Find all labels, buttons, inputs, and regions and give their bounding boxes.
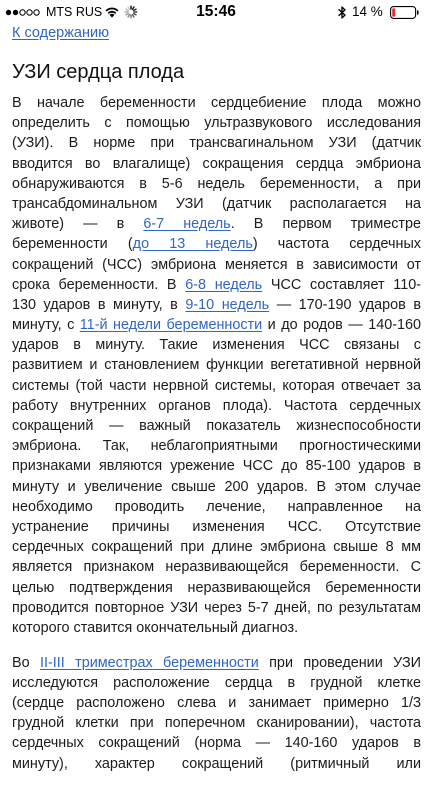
inline-link[interactable]: 6-7 недель — [143, 216, 231, 233]
text-segment: устранение причины изменения ЧСС. Отсутствие — [12, 518, 421, 535]
text-line — [12, 653, 421, 673]
signal-dots-icon — [5, 9, 41, 16]
text-segment: при проведении УЗИ — [258, 654, 421, 671]
text-line — [12, 194, 421, 214]
text-segment: которого ставится окончательный диагноз. — [12, 619, 299, 636]
text-segment: развитием и становлением функции вегетативной нервной — [12, 357, 421, 374]
text-line — [12, 376, 421, 396]
battery-percentage: 14 % — [352, 4, 383, 19]
text-line — [12, 214, 421, 234]
text-segment: сокращений (ЧСС) эмбриона меняется в зависимости от — [12, 256, 421, 273]
text-segment: . В первом триместре — [230, 216, 422, 233]
signal-dot-filled — [6, 10, 11, 15]
text-line — [12, 754, 421, 774]
text-segment: определить с помощью ультразвукового исследования — [12, 115, 421, 132]
text-segment: необходимо проводить лечение, направленное на — [12, 498, 421, 515]
text-line — [12, 416, 421, 436]
text-line — [12, 315, 421, 335]
text-line — [12, 335, 421, 355]
text-segment: сердечных сокращений при длине эмбриона свыше 8 мм — [12, 539, 421, 556]
text-segment: целью подтверждения неразвивающейся беременности — [12, 579, 421, 596]
text-segment: минуту, с — [12, 317, 80, 334]
status-bar — [0, 0, 433, 24]
text-segment: эмбриона. Так, неблагоприятными прогностическими — [12, 438, 421, 455]
text-segment: 130 ударов в минуту, в — [12, 296, 186, 313]
text-line — [12, 133, 421, 153]
signal-dot-empty — [20, 10, 25, 15]
text-segment: трансабдоминальном УЗИ (датчик располагается на — [12, 195, 421, 212]
inline-link[interactable]: 6-8 недель — [185, 276, 263, 293]
text-line — [12, 713, 421, 733]
battery-icon — [390, 6, 421, 19]
text-segment: минуту и увеличение свыше 200 ударов. В этом случае — [12, 478, 421, 495]
inline-link[interactable]: II-III триместрах беременности — [39, 654, 259, 671]
text-line — [12, 497, 421, 517]
text-segment: исследуются расположение сердца в грудной клетке — [12, 674, 421, 691]
clock-time: 15:46 — [196, 3, 236, 20]
text-line — [12, 234, 421, 254]
battery-level-fill — [392, 8, 395, 17]
inline-link[interactable]: 9-10 недель — [185, 296, 270, 313]
text-segment: грудной клетки при поперечном сканировании), частота — [12, 715, 421, 732]
text-line — [12, 477, 421, 497]
text-segment: В начале беременности сердцебиение плода можно — [12, 95, 421, 111]
text-segment: Во — [12, 654, 40, 671]
text-line — [12, 517, 421, 537]
activity-spinner-icon — [124, 5, 138, 19]
paragraph — [12, 653, 421, 774]
text-line — [12, 733, 421, 753]
text-line — [12, 93, 421, 113]
inline-link[interactable]: до 13 недель — [132, 236, 253, 253]
text-segment: (УЗИ). В норме при трансвагинальном УЗИ (датчик — [12, 135, 421, 152]
page-title: УЗИ сердца плода — [12, 61, 185, 83]
text-segment: признаками являются урежение ЧСС до 85-100 ударов в — [12, 458, 421, 475]
text-line — [12, 295, 421, 315]
signal-dot-filled — [13, 10, 18, 15]
text-line — [12, 154, 421, 174]
inline-link[interactable]: 11-й недели беременности — [79, 317, 263, 334]
text-segment: ЧСС составляет 110- — [262, 276, 422, 293]
carrier-name: MTS RUS — [46, 5, 103, 19]
wifi-icon — [104, 6, 120, 18]
text-segment: беременности ( — [12, 236, 133, 253]
text-segment: и до родов — 140-160 — [262, 317, 422, 334]
text-line — [12, 275, 421, 295]
text-segment: вводится во влагалище) сокращения сердца эмбриона — [12, 155, 421, 172]
text-segment: ударов в минуту. Такие изменения ЧСС связаны с — [12, 337, 421, 354]
bluetooth-icon — [337, 5, 347, 20]
text-segment: системы (той части нервной системы, которая отвечает за — [12, 377, 421, 394]
table-of-contents-link[interactable]: К содержанию — [12, 25, 109, 41]
text-segment: животе) — в — [12, 216, 144, 233]
text-line — [12, 174, 421, 194]
text-segment: является признаком неразвивающейся беременности. С — [12, 559, 421, 576]
text-segment: срока беременности. В — [12, 276, 186, 293]
text-segment: обнаруживаются в 5-6 недель беременности, а при — [12, 175, 421, 192]
paragraph — [12, 93, 421, 638]
text-line — [12, 693, 421, 713]
text-line — [12, 598, 421, 618]
text-segment: минуту), характер сокращений (ритмичный или — [12, 755, 421, 772]
text-line — [12, 396, 421, 416]
text-segment: сокращений — важный показатель жизнеспособности — [12, 418, 421, 434]
text-segment: проводится повторное УЗИ через 5-7 дней, по результатам — [12, 599, 421, 616]
text-segment: сердечных сокращений (норма — 140-160 ударов в — [12, 735, 421, 752]
text-line — [12, 557, 421, 577]
signal-dot-empty — [27, 10, 32, 15]
text-line — [12, 578, 421, 598]
article-body — [12, 93, 421, 788]
text-segment: (сердце расположено слева и занимает примерно 1/3 — [12, 695, 421, 712]
text-line — [12, 673, 421, 693]
text-line — [12, 436, 421, 456]
text-line — [12, 255, 421, 275]
text-line — [12, 113, 421, 133]
text-line — [12, 355, 421, 375]
text-line — [12, 537, 421, 557]
text-segment: работу внутренних органов плода). Частота сердечных — [12, 397, 421, 414]
signal-dot-empty — [34, 10, 39, 15]
text-segment: — 170-190 ударов в — [269, 296, 421, 313]
text-line — [12, 456, 421, 476]
text-segment: ) частота сердечных — [252, 236, 421, 253]
text-line — [12, 618, 421, 638]
